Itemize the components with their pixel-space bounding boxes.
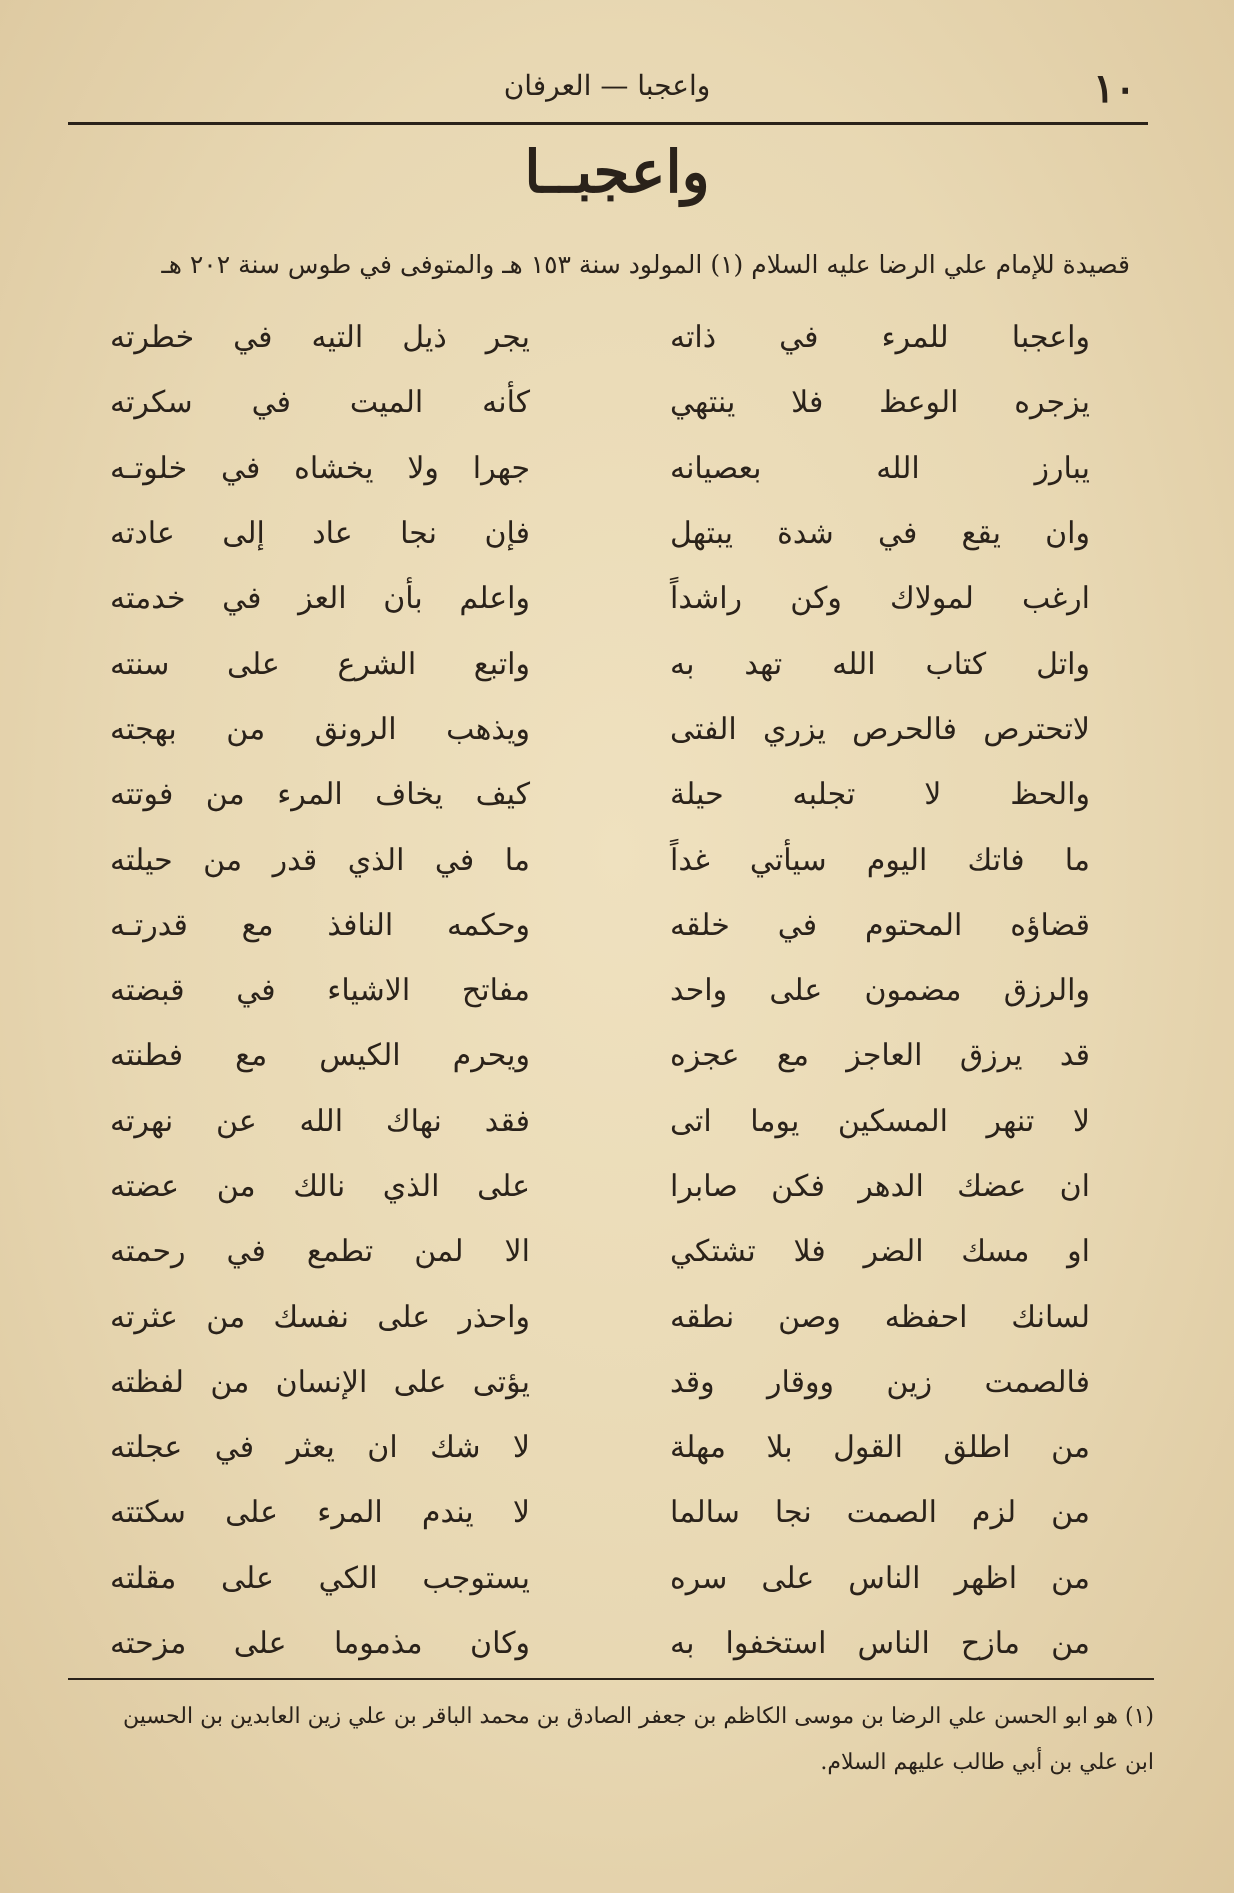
verse-first-hemistich: من مازح الناس استخفوا به [670, 1626, 1090, 1662]
poem-title: واعجبــا [524, 138, 710, 206]
verse-row [110, 1611, 1090, 1676]
verse-second-hemistich: كأنه الميت في سكرته [110, 385, 530, 421]
page-number: ١٠ [1093, 65, 1136, 112]
verse-row [110, 370, 1090, 435]
verse-row [110, 762, 1090, 827]
verse-first-hemistich: والرزق مضمون على واحد [670, 973, 1090, 1009]
verse-row [110, 436, 1090, 501]
verse-row [110, 1219, 1090, 1284]
verse-first-hemistich: ان عضك الدهر فكن صابرا [670, 1169, 1090, 1204]
verse-row [110, 566, 1090, 631]
verse-second-hemistich: واعلم بأن العز في خدمته [110, 581, 530, 617]
verse-row [110, 501, 1090, 566]
verse-second-hemistich: وحكمه النافذ مع قدرتـه [110, 907, 530, 943]
poem-body [110, 305, 1090, 1676]
verse-first-hemistich: وان يقع في شدة يبتهل [670, 516, 1090, 552]
verse-row [110, 305, 1090, 370]
verse-row [110, 1546, 1090, 1611]
running-head: واعجبا — العرفان [503, 69, 711, 102]
verse-row [110, 631, 1090, 696]
footnote [62, 1694, 1154, 1786]
verse-second-hemistich: على الذي نالك من عضته [110, 1169, 530, 1204]
verse-row [110, 1023, 1090, 1088]
verse-row [110, 697, 1090, 762]
verse-first-hemistich: من اظهر الناس على سره [670, 1560, 1090, 1596]
footnote-line: ابن علي بن أبي طالب عليهم السلام. [820, 1750, 1154, 1775]
verse-second-hemistich: الا لمن تطمع في رحمته [110, 1234, 530, 1270]
verse-first-hemistich: ارغب لمولاك وكن راشداً [670, 581, 1090, 617]
verse-first-hemistich: من اطلق القول بلا مهلة [670, 1430, 1090, 1466]
verse-second-hemistich: يجر ذيل التيه في خطرته [110, 320, 530, 356]
verse-row [110, 1415, 1090, 1480]
verse-second-hemistich: جهرا ولا يخشاه في خلوتـه [110, 450, 530, 486]
verse-row [110, 1480, 1090, 1545]
verse-first-hemistich: لسانك احفظه وصن نطقه [670, 1299, 1090, 1335]
verse-first-hemistich: واعجبا للمرء في ذاته [670, 320, 1090, 356]
footnote-line: (١) هو ابو الحسن علي الرضا بن موسى الكاظم بن جعفر الصادق بن محمد الباقر بن علي زين العابدين بن الحسين [123, 1704, 1154, 1729]
verse-row [110, 1089, 1090, 1154]
verse-row [110, 827, 1090, 892]
page-header [68, 55, 1146, 125]
verse-second-hemistich: وكان مذموما على مزحته [110, 1626, 530, 1662]
verse-second-hemistich: واحذر على نفسك من عثرته [110, 1299, 530, 1335]
footnote-rule [68, 1678, 1154, 1680]
header-rule [68, 122, 1148, 125]
verse-second-hemistich: ويحرم الكيس مع فطنته [110, 1038, 530, 1074]
verse-second-hemistich: يؤتى على الإنسان من لفظته [110, 1364, 530, 1400]
verse-first-hemistich: والحظ لا تجلبه حيلة [670, 777, 1090, 813]
verse-first-hemistich: فالصمت زين ووقار وقد [670, 1364, 1090, 1400]
verse-row [110, 893, 1090, 958]
verse-first-hemistich: لاتحترص فالحرص يزري الفتى [670, 711, 1090, 747]
verse-second-hemistich: ما في الذي قدر من حيلته [110, 842, 530, 878]
verse-second-hemistich: يستوجب الكي على مقلته [110, 1560, 530, 1596]
verse-first-hemistich: قضاؤه المحتوم في خلقه [670, 907, 1090, 943]
verse-first-hemistich: لا تنهر المسكين يوما اتى [670, 1103, 1090, 1139]
verse-first-hemistich: واتل كتاب الله تهد به [670, 646, 1090, 682]
verse-second-hemistich: كيف يخاف المرء من فوتته [110, 777, 530, 813]
verse-second-hemistich: لا شك ان يعثر في عجلته [110, 1430, 530, 1466]
verse-second-hemistich: واتبع الشرع على سنته [110, 646, 530, 682]
verse-row [110, 1154, 1090, 1219]
poem-subtitle: قصيدة للإمام علي الرضا عليه السلام (١) المولود سنة ١٥٣ هـ والمتوفى في طوس سنة ٢٠٢ هـ [161, 250, 1130, 279]
verse-row [110, 958, 1090, 1023]
verse-second-hemistich: مفاتح الاشياء في قبضته [110, 973, 530, 1009]
verse-row [110, 1350, 1090, 1415]
verse-second-hemistich: لا يندم المرء على سكتته [110, 1495, 530, 1531]
verse-second-hemistich: ويذهب الرونق من بهجته [110, 711, 530, 747]
verse-second-hemistich: فقد نهاك الله عن نهرته [110, 1103, 530, 1139]
verse-first-hemistich: ما فاتك اليوم سيأتي غداً [670, 842, 1090, 878]
verse-second-hemistich: فإن نجا عاد إلى عادته [110, 516, 530, 552]
verse-first-hemistich: يزجره الوعظ فلا ينتهي [670, 385, 1090, 421]
verse-first-hemistich: من لزم الصمت نجا سالما [670, 1495, 1090, 1531]
verse-row [110, 1284, 1090, 1349]
verse-first-hemistich: او مسك الضر فلا تشتكي [670, 1234, 1090, 1270]
verse-first-hemistich: يبارز الله بعصيانه [670, 450, 1090, 486]
verse-first-hemistich: قد يرزق العاجز مع عجزه [670, 1038, 1090, 1074]
